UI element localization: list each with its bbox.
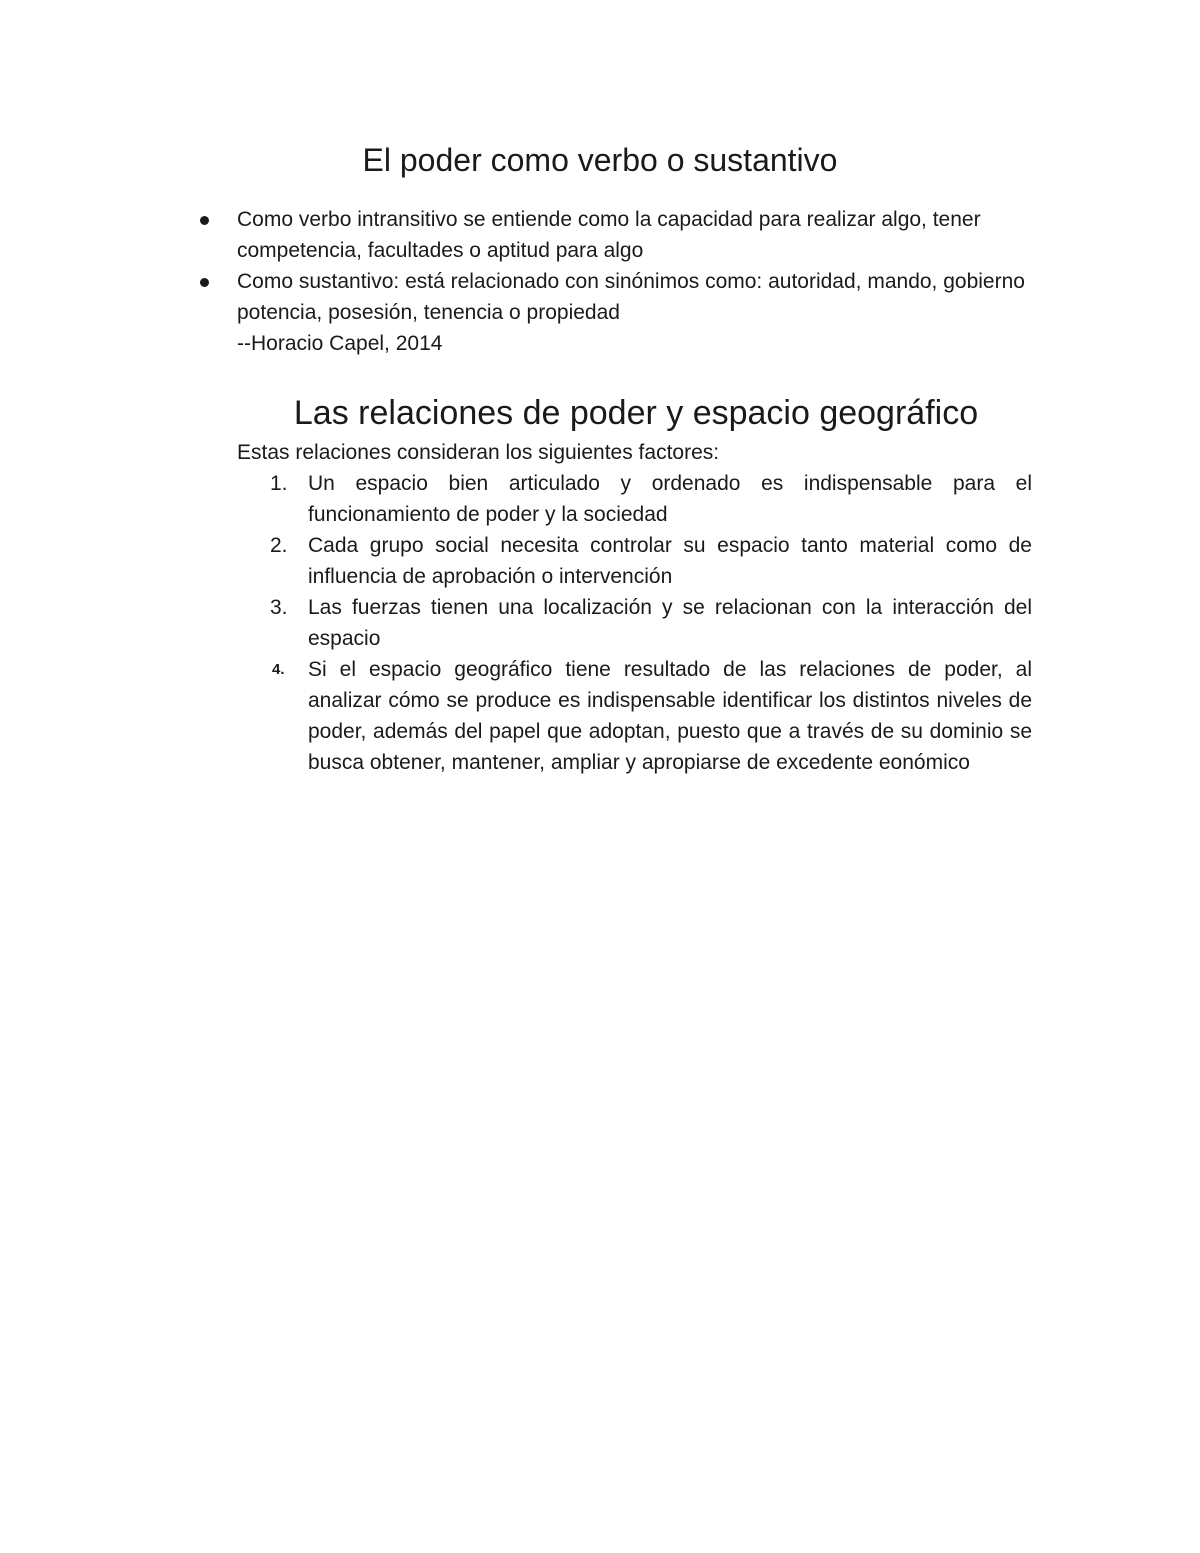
item-number: 2. xyxy=(270,534,288,557)
item-text: Si el espacio geográfico tiene resultado de las relaciones de poder, al analizar cómo se produce es indispensable identificar los distintos niveles de poder, además del papel que adoptan, puesto que a través de su dominio se busca obtener, mantener, ampliar y apropiarse de excedente eonómico xyxy=(308,658,1032,774)
section-2-intro: Estas relaciones consideran los siguientes factores: xyxy=(237,441,720,464)
item-number: 4. xyxy=(272,661,285,678)
item-number: 3. xyxy=(270,596,288,619)
numbered-item xyxy=(270,592,1032,654)
bullet-item xyxy=(237,204,1032,266)
numbered-item xyxy=(270,468,1032,530)
bullet-dot-icon xyxy=(200,278,209,287)
numbered-item xyxy=(272,654,1032,778)
citation: --Horacio Capel, 2014 xyxy=(237,332,443,355)
section-2-title: Las relaciones de poder y espacio geográfico xyxy=(293,394,979,432)
section-2-numbered-list xyxy=(270,468,1032,778)
item-text: Cada grupo social necesita controlar su espacio tanto material como de influencia de aprobación o intervención xyxy=(308,534,1032,588)
section-1-bullet-list xyxy=(237,204,1032,359)
bullet-dot-icon xyxy=(200,216,209,225)
section-1-title: El poder como verbo o sustantivo xyxy=(362,142,838,178)
numbered-item xyxy=(270,530,1032,592)
bullet-text: Como verbo intransitivo se entiende como la capacidad para realizar algo, tener competencia, facultades o aptitud para algo xyxy=(237,208,981,262)
item-text: Las fuerzas tienen una localización y se relacionan con la interacción del espacio xyxy=(308,596,1032,650)
item-number: 1. xyxy=(270,472,288,495)
item-text: Un espacio bien articulado y ordenado es indispensable para el funcionamiento de poder y la sociedad xyxy=(308,472,1032,526)
bullet-text: Como sustantivo: está relacionado con sinónimos como: autoridad, mando, gobierno potencia, posesión, tenencia o propiedad xyxy=(237,270,1025,324)
bullet-item xyxy=(237,266,1032,359)
